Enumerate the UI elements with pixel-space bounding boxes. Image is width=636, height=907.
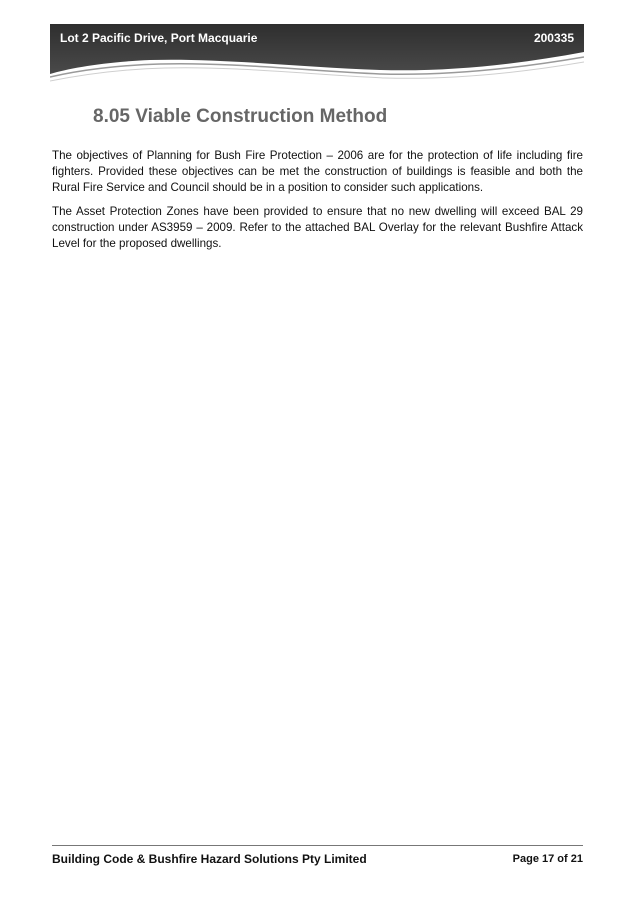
body-paragraph-asset-protection: The Asset Protection Zones have been provided to ensure that no new dwelling will exceed BAL 29 construction under AS3959 – 2009. Refer to the attached BAL Overlay for the relevant Bushfire Attack Level for the proposed dwellings.: [52, 205, 583, 250]
footer-divider: [52, 845, 583, 846]
header-address: Lot 2 Pacific Drive, Port Macquarie: [60, 31, 258, 45]
body-paragraph-objectives: The objectives of Planning for Bush Fire Protection – 2006 are for the protection of life including fire fighters. Provided these objectives can be met the construction of buildings is feasible and both the Rural Fire Service and Council should be in a position to consider such applications.: [52, 149, 583, 194]
footer-page-number: Page 17 of 21: [512, 853, 583, 865]
footer-company-name: Building Code & Bushfire Hazard Solutions Pty Limited: [52, 852, 367, 866]
header-reference-number: 200335: [533, 31, 574, 45]
section-heading: 8.05 Viable Construction Method: [93, 106, 388, 127]
header-banner: [50, 24, 584, 84]
